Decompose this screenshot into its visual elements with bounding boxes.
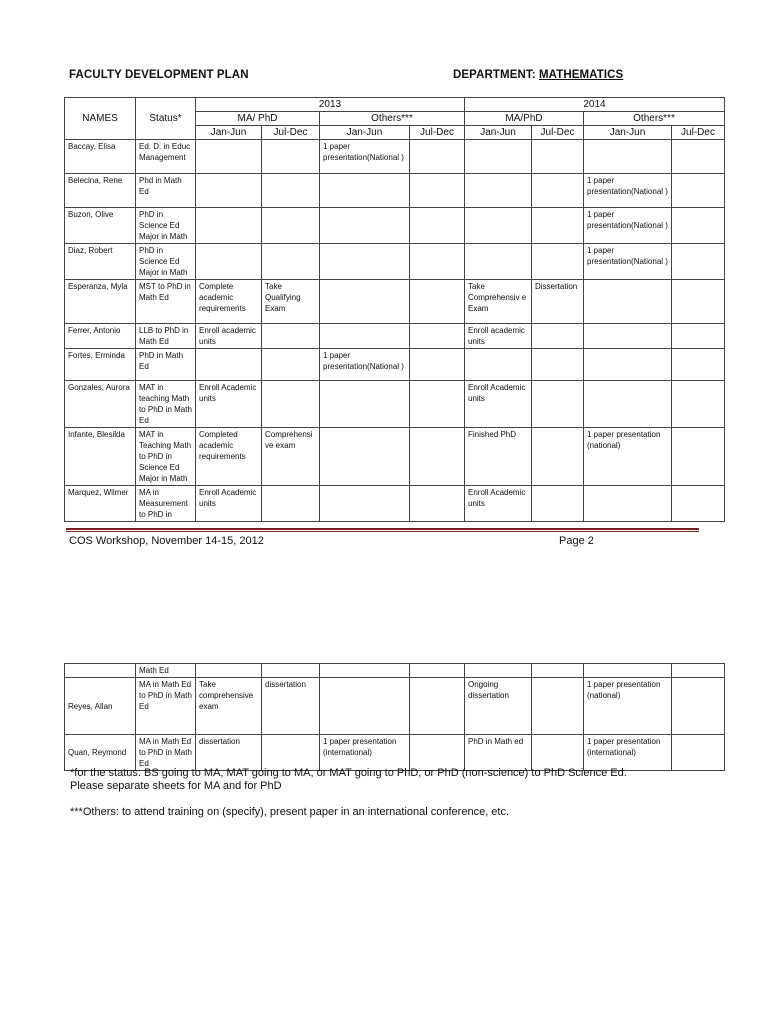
plan-cell [410, 280, 465, 324]
table-row [65, 486, 725, 522]
faculty-name-cell: Esperanza, Myla [65, 280, 136, 324]
plan-cell [262, 349, 320, 381]
ma-phd-2013-header: MA/ PhD [196, 112, 320, 126]
plan-cell [410, 664, 465, 678]
plan-cell: 1 paper presentation (international) [320, 735, 410, 771]
plan-cell [320, 381, 410, 428]
plan-cell [532, 678, 584, 735]
plan-cell: Enroll Academic units [465, 486, 532, 522]
plan-cell [532, 244, 584, 280]
status-cell: PhD in Science Ed Major in Math [136, 244, 196, 280]
plan-cell [410, 174, 465, 208]
status-cell: MAT in teaching Math to PhD in Math Ed [136, 381, 196, 428]
plan-cell: 1 paper presentation(National ) [584, 244, 672, 280]
plan-cell [196, 244, 262, 280]
plan-cell: Finished PhD [465, 428, 532, 486]
plan-cell [532, 140, 584, 174]
plan-cell [672, 140, 725, 174]
plan-cell: 1 paper presentation(National ) [584, 208, 672, 244]
plan-cell [672, 174, 725, 208]
table-row [65, 735, 725, 771]
faculty-name-cell: Fortes, Erminda [65, 349, 136, 381]
plan-cell [465, 244, 532, 280]
plan-cell [532, 486, 584, 522]
plan-cell: Enroll academic units [465, 324, 532, 349]
development-plan-table-continued [64, 663, 725, 771]
plan-cell [320, 678, 410, 735]
plan-cell: 1 paper presentation (national) [584, 678, 672, 735]
plan-cell [672, 349, 725, 381]
plan-cell [410, 244, 465, 280]
plan-cell: Completed academic requirements [196, 428, 262, 486]
plan-cell [532, 428, 584, 486]
plan-cell [532, 349, 584, 381]
table-row [65, 280, 725, 324]
table-body-page-1 [65, 140, 725, 522]
period-header: Jan-Jun [465, 126, 532, 140]
footer-rule [66, 531, 699, 532]
table-row [65, 174, 725, 208]
plan-cell [320, 428, 410, 486]
faculty-name-cell: Reyes, Allan [65, 678, 136, 735]
plan-cell [410, 735, 465, 771]
plan-cell [410, 324, 465, 349]
faculty-name-cell [65, 664, 136, 678]
faculty-name-cell: Quan, Reymond [65, 735, 136, 771]
plan-cell [410, 428, 465, 486]
plan-cell [672, 678, 725, 735]
plan-cell [262, 208, 320, 244]
plan-cell [532, 381, 584, 428]
period-header: Jul-Dec [672, 126, 725, 140]
plan-cell: 1 paper presentation(National ) [320, 140, 410, 174]
plan-cell: Dissertation [532, 280, 584, 324]
plan-cell [584, 349, 672, 381]
plan-cell: Enroll academic units [196, 324, 262, 349]
footer-rule [66, 528, 699, 530]
plan-cell: Take Qualifying Exam [262, 280, 320, 324]
plan-cell [584, 381, 672, 428]
plan-cell [672, 664, 725, 678]
plan-cell [196, 140, 262, 174]
period-header: Jan-Jun [320, 126, 410, 140]
plan-cell [465, 208, 532, 244]
plan-cell [672, 280, 725, 324]
table-row [65, 381, 725, 428]
status-cell: PhD in Science Ed Major in Math [136, 208, 196, 244]
plan-cell [532, 735, 584, 771]
plan-cell [672, 244, 725, 280]
plan-cell [410, 381, 465, 428]
table-row [65, 244, 725, 280]
plan-cell [320, 486, 410, 522]
status-cell: Math Ed [136, 664, 196, 678]
ma-phd-2014-header: MA/PhD [465, 112, 584, 126]
separate-sheets-note: Please separate sheets for MA and for PhD [70, 780, 282, 792]
year-2014-header: 2014 [465, 98, 725, 112]
plan-cell [320, 324, 410, 349]
plan-cell [262, 664, 320, 678]
faculty-name-cell: Buzon, Olive [65, 208, 136, 244]
plan-cell [262, 140, 320, 174]
table-row [65, 428, 725, 486]
footer-text: COS Workshop, November 14-15, 2012 [69, 535, 264, 547]
status-cell: MAT in Teaching Math to PhD in Science Ed Major in Math [136, 428, 196, 486]
plan-cell [410, 349, 465, 381]
others-2014-header: Others*** [584, 112, 725, 126]
plan-cell [410, 678, 465, 735]
plan-cell [196, 664, 262, 678]
department-label: DEPARTMENT: [453, 69, 536, 81]
plan-cell [672, 486, 725, 522]
plan-cell [320, 664, 410, 678]
plan-cell [320, 174, 410, 208]
plan-cell [672, 428, 725, 486]
plan-cell: Enroll Academic units [196, 381, 262, 428]
plan-cell [532, 208, 584, 244]
table-row [65, 140, 725, 174]
plan-cell [262, 381, 320, 428]
period-header: Jul-Dec [262, 126, 320, 140]
period-header: Jul-Dec [532, 126, 584, 140]
plan-cell: Enroll Academic units [196, 486, 262, 522]
plan-cell [465, 140, 532, 174]
status-cell: MA in Math Ed to PhD in Math Ed [136, 678, 196, 735]
plan-cell [465, 349, 532, 381]
plan-cell [262, 735, 320, 771]
plan-cell [584, 140, 672, 174]
others-2013-header: Others*** [320, 112, 465, 126]
period-header: Jan-Jun [196, 126, 262, 140]
plan-cell: Enroll Academic units [465, 381, 532, 428]
plan-cell [672, 381, 725, 428]
status-footnote: *for the status: BS going to MA, MAT going to MA, or MAT going to PhD, or PhD (non-science) to PhD Science Ed. [70, 767, 627, 779]
plan-cell [672, 735, 725, 771]
plan-cell [320, 244, 410, 280]
table-row [65, 208, 725, 244]
faculty-name-cell: Gonzales, Aurora [65, 381, 136, 428]
period-header: Jul-Dec [410, 126, 465, 140]
col-status-header: Status* [136, 98, 196, 140]
department-value: MATHEMATICS [538, 69, 624, 81]
page-number: Page 2 [559, 535, 594, 547]
plan-cell [410, 208, 465, 244]
plan-cell: dissertation [262, 678, 320, 735]
plan-cell [532, 174, 584, 208]
plan-cell [672, 324, 725, 349]
plan-cell [465, 174, 532, 208]
plan-cell: 1 paper presentation (international) [584, 735, 672, 771]
status-cell: MA in Measurement to PhD in [136, 486, 196, 522]
faculty-name-cell: Ferrer, Antonio [65, 324, 136, 349]
plan-cell [262, 324, 320, 349]
plan-cell [196, 349, 262, 381]
faculty-name-cell: Marquez, Wilmer [65, 486, 136, 522]
table-row [65, 664, 725, 678]
status-cell: Phd in Math Ed [136, 174, 196, 208]
plan-cell [532, 324, 584, 349]
plan-cell [584, 486, 672, 522]
plan-cell: Comprehensi ve exam [262, 428, 320, 486]
plan-cell [465, 664, 532, 678]
faculty-name-cell: Infante, Blesilda [65, 428, 136, 486]
table-row [65, 678, 725, 735]
faculty-name-cell: Diaz, Robert [65, 244, 136, 280]
plan-cell: dissertation [196, 735, 262, 771]
department-heading [453, 69, 623, 81]
plan-cell: Take Comprehensiv e Exam [465, 280, 532, 324]
plan-cell [320, 208, 410, 244]
plan-cell: Take comprehensive exam [196, 678, 262, 735]
plan-cell [196, 174, 262, 208]
col-names-header: NAMES [65, 98, 136, 140]
status-cell: MST to PhD in Math Ed [136, 280, 196, 324]
plan-cell [672, 208, 725, 244]
table-row [65, 349, 725, 381]
status-cell: LLB to PhD in Math Ed [136, 324, 196, 349]
faculty-name-cell: Belecina, Rene [65, 174, 136, 208]
plan-cell: PhD in Math ed [465, 735, 532, 771]
faculty-name-cell: Baccay, Elisa [65, 140, 136, 174]
status-cell: PhD in Math Ed [136, 349, 196, 381]
plan-cell: Ongoing dissertation [465, 678, 532, 735]
plan-cell [320, 280, 410, 324]
status-cell: MA in Math Ed to PhD in Math Ed [136, 735, 196, 771]
plan-cell [532, 664, 584, 678]
plan-cell: 1 paper presentation(National ) [320, 349, 410, 381]
status-cell: Ed. D. in Educ Management [136, 140, 196, 174]
plan-cell [196, 208, 262, 244]
plan-cell [584, 280, 672, 324]
plan-cell [410, 140, 465, 174]
plan-cell [262, 486, 320, 522]
table-row [65, 324, 725, 349]
plan-cell [584, 324, 672, 349]
plan-cell [584, 664, 672, 678]
plan-cell [262, 244, 320, 280]
year-2013-header: 2013 [196, 98, 465, 112]
others-footnote: ***Others: to attend training on (specify), present paper in an international conference, etc. [70, 806, 510, 818]
development-plan-table [64, 97, 725, 522]
plan-cell [410, 486, 465, 522]
document-title: FACULTY DEVELOPMENT PLAN [69, 69, 249, 81]
plan-cell: 1 paper presentation (national) [584, 428, 672, 486]
table-body-page-2 [65, 664, 725, 771]
plan-cell [262, 174, 320, 208]
period-header: Jan-Jun [584, 126, 672, 140]
plan-cell: 1 paper presentation(National ) [584, 174, 672, 208]
plan-cell: Complete academic requirements [196, 280, 262, 324]
